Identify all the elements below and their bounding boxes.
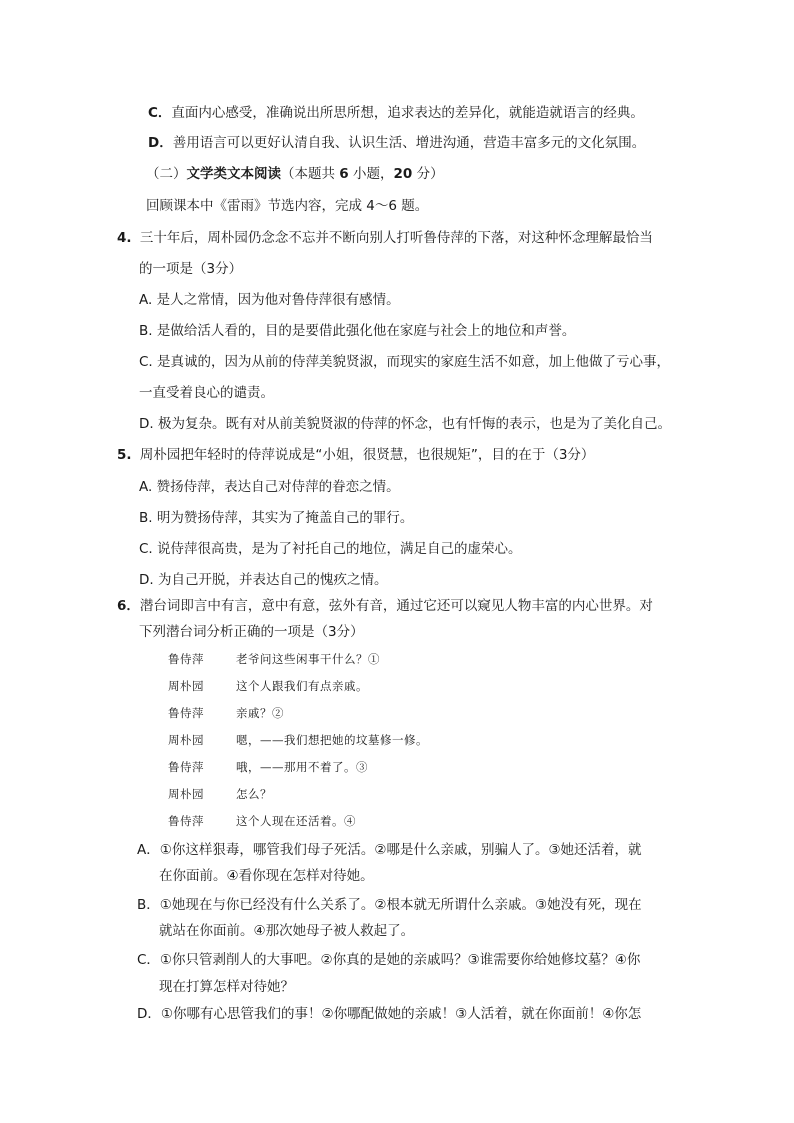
script-line	[168, 677, 368, 695]
prev-option-c	[148, 103, 644, 123]
question-stem: 潜台词即言中有言，意中有意，弦外有音，通过它还可以窥见人物丰富的内心世界。对	[139, 598, 653, 614]
question-stem: 周朴园把年轻时的侍萍说成是“小姐，很贤慧，也很规矩”，目的在于（3分）	[139, 447, 595, 463]
q5-option-a: A. 赞扬侍萍，表达自己对侍萍的眷恋之情。	[139, 479, 400, 495]
heading-prefix: （二）	[146, 166, 187, 182]
q4-stem	[117, 228, 653, 248]
question-number: 6．	[117, 598, 140, 614]
heading-text: 分）	[412, 166, 444, 182]
heading-text: 小题，	[348, 166, 394, 182]
script-line	[168, 758, 368, 776]
heading-title: 文学类文本阅读	[186, 166, 281, 182]
speaker-line: 老爷问这些闲事干什么？①	[236, 652, 380, 666]
q6-option-b: B．①她现在与你已经没有什么关系了。②根本就无所谓什么亲戚。③她没有死，现在	[137, 897, 642, 913]
q6-option-b-cont: 就站在你面前。④那次她母子被人救起了。	[159, 923, 415, 939]
q4-option-d: D. 极为复杂。既有对从前美貌贤淑的侍萍的怀念，也有忏悔的表示，也是为了美化自己。	[139, 416, 671, 432]
q6-option-c-cont: 现在打算怎样对待她？	[159, 979, 294, 995]
heading-score: 20	[393, 166, 413, 182]
speaker-name: 鲁侍萍	[168, 652, 204, 666]
speaker-name: 鲁侍萍	[168, 814, 204, 828]
q6-stem-cont: 下列潜台词分析正确的一项是（3分）	[139, 624, 364, 640]
q6-option-a-cont: 在你面前。④看你现在怎样对待她。	[159, 868, 374, 884]
q4-option-c-cont: 一直受着良心的谴责。	[139, 385, 274, 401]
q4-option-c: C. 是真诚的，因为从前的侍萍美貌贤淑，而现实的家庭生活不如意，加上他做了亏心事，	[139, 354, 671, 370]
prev-option-d	[148, 133, 645, 153]
q6-option-a: A．①你这样狠毒，哪管我们母子死活。②哪是什么亲戚，别骗人了。③她还活着，就	[137, 842, 642, 858]
option-text: 直面内心感受，准确说出所思所想，追求表达的差异化，就能造就语言的经典。	[171, 105, 644, 121]
script-line	[168, 812, 356, 830]
q4-option-b: B. 是做给活人看的，目的是要借此强化他在家庭与社会上的地位和声誉。	[139, 323, 576, 339]
option-text: 善用语言可以更好认清自我、认识生活、增进沟通，营造丰富多元的文化氛围。	[172, 135, 646, 151]
q5-option-d: D. 为自己开脱，并表达自己的愧疚之情。	[139, 572, 388, 588]
speaker-name: 鲁侍萍	[168, 706, 204, 720]
question-number: 5.	[117, 447, 132, 463]
option-label: C．	[148, 105, 172, 121]
script-line	[168, 731, 428, 749]
speaker-line: 这个人跟我们有点亲戚。	[236, 679, 368, 693]
question-number: 4.	[117, 230, 132, 246]
speaker-name: 周朴园	[168, 787, 204, 801]
script-line	[168, 704, 284, 722]
speaker-name: 鲁侍萍	[168, 760, 204, 774]
speaker-name: 周朴园	[168, 733, 204, 747]
heading-count: 6	[339, 166, 349, 182]
q5-option-b: B. 明为赞扬侍萍，其实为了掩盖自己的罪行。	[139, 510, 414, 526]
q4-stem-cont: 的一项是（3分）	[139, 261, 243, 277]
heading-text: （本题共	[281, 166, 340, 182]
q4-option-a: A. 是人之常情，因为他对鲁侍萍很有感情。	[139, 292, 400, 308]
q6-option-c: C．①你只管剥削人的大事吧。②你真的是她的亲戚吗？③谁需要你给她修坟墓？④你	[137, 952, 641, 968]
option-label: D．	[148, 135, 173, 151]
speaker-line: 这个人现在还活着。④	[236, 814, 356, 828]
section-intro: 回顾课本中《雷雨》节选内容，完成 4～6 题。	[146, 198, 429, 214]
speaker-line: 嗯，——我们想把她的坟墓修一修。	[236, 733, 428, 747]
speaker-line: 亲戚？②	[236, 706, 284, 720]
section-heading	[146, 164, 444, 184]
q6-stem	[117, 596, 653, 616]
speaker-line: 哦，——那用不着了。③	[236, 760, 368, 774]
speaker-line: 怎么？	[236, 787, 272, 801]
q5-stem	[117, 445, 594, 465]
speaker-name: 周朴园	[168, 679, 204, 693]
q5-option-c: C. 说侍萍很高贵，是为了衬托自己的地位，满足自己的虚荣心。	[139, 541, 522, 557]
question-stem: 三十年后，周朴园仍念念不忘并不断向别人打听鲁侍萍的下落，对这种怀念理解最恰当	[139, 230, 653, 246]
script-line	[168, 650, 380, 668]
script-line	[168, 785, 272, 803]
q6-option-d: D．①你哪有心思管我们的事！②你哪配做她的亲戚！③人活着，就在你面前！④你怎	[137, 1006, 642, 1022]
